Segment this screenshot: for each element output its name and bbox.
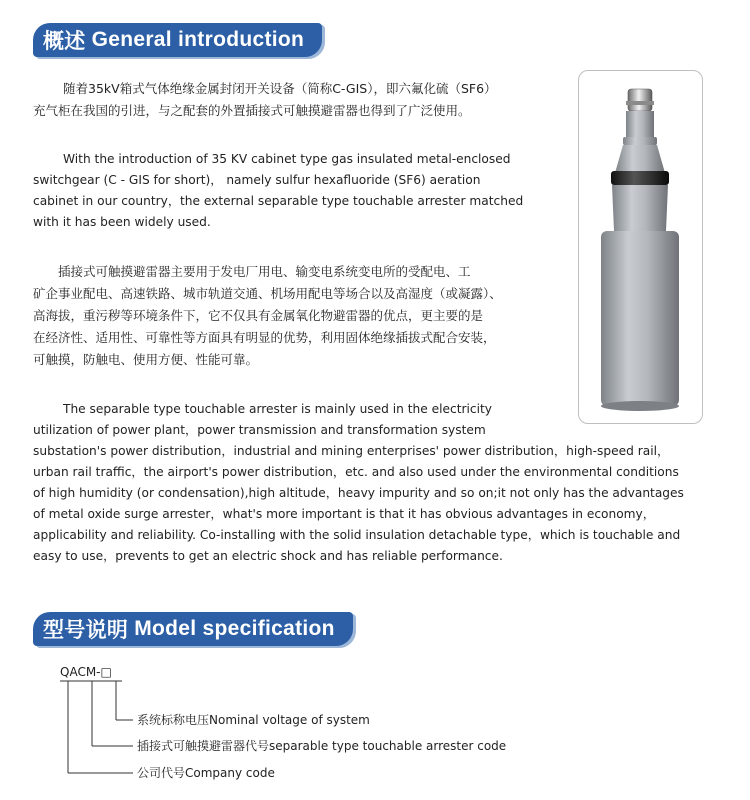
model-item-arrester-code: 插接式可触摸避雷器代号separable type touchable arrester code xyxy=(137,739,507,753)
model-code-prefix: QACM- xyxy=(60,665,101,679)
text-line: substation's power distribution，industrial and mining enterprises' power distribution，high-speed rail， xyxy=(33,444,670,458)
text-line: 插接式可触摸避雷器主要用于发电厂用电、输变电系统变电所的受配电、工 xyxy=(58,264,471,279)
model-code-box: □ xyxy=(100,665,112,679)
text-line: 充气柜在我国的引进，与之配套的外置插接式可触摸避雷器也得到了广泛使用。 xyxy=(33,103,471,118)
text-line: The separable type touchable arrester is mainly used in the electricity xyxy=(63,402,492,416)
text-line: 可触摸，防触电、使用方便、性能可靠。 xyxy=(33,352,259,367)
section-title-en: General introduction xyxy=(91,28,305,51)
text-line: of metal oxide surge arrester，what's more important is that it has obvious advantages in economy， xyxy=(33,507,655,521)
text-line: switchgear (C - GIS for short)， namely sulfur hexafluoride (SF6) aeration xyxy=(33,173,481,187)
text-line: With the introduction of 35 KV cabinet type gas insulated metal-enclosed xyxy=(63,152,511,166)
section-title-en: Model specification xyxy=(134,617,335,640)
text-line: 矿企事业配电、高速铁路、城市轨道交通、机场用配电等场合以及高湿度（或凝露）、 xyxy=(33,286,502,301)
text-line: applicability and reliability. Co-installing with the solid insulation detachable type，which is touchable and xyxy=(33,528,681,542)
text-line: of high humidity (or condensation),high altitude，heavy impurity and so on;it not only has the advantages xyxy=(33,486,684,500)
text-line: urban rail traffic，the airport's power distribution，etc. and also used under the environmental conditions xyxy=(33,465,679,479)
text-line: 高海拔，重污秽等环境条件下，它不仅具有金属氧化物避雷器的优点，更主要的是 xyxy=(33,308,484,323)
section-title-cn: 型号说明 xyxy=(43,619,129,642)
section-title-cn: 概述 xyxy=(43,30,86,53)
text-line: 随着35kV箱式气体绝缘金属封闭开关设备（简称C-GIS），即六氟化硫（SF6） xyxy=(63,81,497,96)
text-line: easy to use，prevents to get an electric shock and has reliable performance. xyxy=(33,549,503,563)
text-line: cabinet in our country，the external separable type touchable arrester matched xyxy=(33,194,524,208)
text-line: utilization of power plant，power transmission and transformation system xyxy=(33,423,486,437)
text-line: with it has been widely used. xyxy=(33,215,211,229)
text-line: 在经济性、适用性、可靠性等方面具有明显的优势，利用固体绝缘插拔式配合安装， xyxy=(33,330,496,345)
model-item-company-code: 公司代号Company code xyxy=(137,766,275,780)
model-item-nominal-voltage: 系统标称电压Nominal voltage of system xyxy=(137,713,370,727)
